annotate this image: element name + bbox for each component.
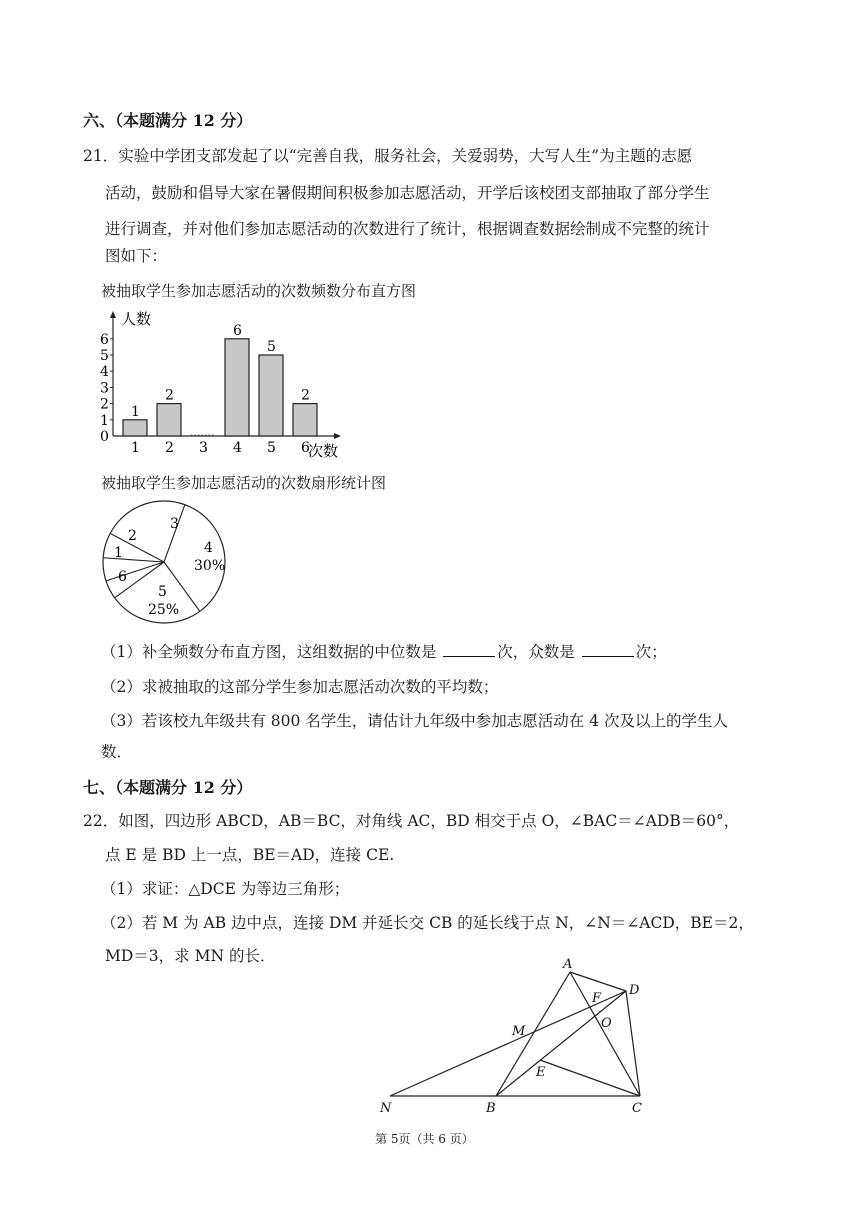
mode-answer-blank[interactable]: [582, 644, 634, 657]
histogram-bar: [123, 420, 147, 436]
q21-sub3-cont: 数．: [101, 743, 133, 761]
pie-slice-divider: [164, 505, 185, 562]
q21-line-1: 21．实验中学团支部发起了以“完善自我，服务社会，关爱弱势，大写人生”为主题的志愿: [83, 147, 693, 165]
y-tick-label: 3: [100, 380, 109, 397]
point-label-o: O: [601, 1016, 612, 1031]
pie-slice-label: 3: [170, 516, 179, 532]
y-axis-arrow: [110, 311, 116, 318]
geometry-figure: [370, 952, 670, 1122]
q22-line-2: 点 E 是 BD 上一点，BE＝AD，连接 CE.: [105, 846, 395, 864]
q21-sub1-text-a: （1）补全频数分布直方图，这组数据的中位数是: [101, 643, 442, 661]
q21-line-2: 活动，鼓励和倡导大家在暑假期间积极参加志愿活动，开学后该校团支部抽取了部分学生: [105, 184, 710, 202]
x-tick-label: 3: [199, 440, 208, 456]
q21-sub1: [101, 640, 667, 662]
pie-slice-percent: 30%: [194, 558, 226, 574]
x-tick-label: 6: [301, 440, 310, 456]
q21-line-3: 进行调查，并对他们参加志愿活动的次数进行了统计，根据调查数据绘制成不完整的统计: [105, 220, 710, 238]
histogram-bar: [293, 404, 317, 436]
pie-slice-divider: [103, 558, 164, 562]
pie-title: 被抽取学生参加志愿活动的次数扇形统计图: [101, 474, 387, 492]
bar-data-label: 1: [131, 403, 140, 420]
segment-bd: [496, 991, 626, 1096]
pie-slice-label: 5: [158, 584, 167, 600]
page-footer: 第 5页（共 6 页）: [375, 1132, 474, 1146]
pie-slice-label: 6: [118, 569, 127, 585]
histogram-chart: [88, 308, 378, 464]
bar-data-label: 6: [233, 322, 242, 339]
q22-line-1: 22．如图，四边形 ABCD，AB＝BC，对角线 AC，BD 相交于点 O，∠BAC＝∠ADB＝60°，: [83, 812, 740, 830]
x-tick-label: 2: [165, 440, 174, 456]
y-tick-label: 2: [100, 396, 109, 413]
x-axis-arrow: [334, 433, 341, 439]
x-tick-label: 5: [267, 440, 276, 456]
section-7-title: 七、（本题满分 12 分）: [83, 778, 253, 797]
point-label-b: B: [486, 1101, 496, 1116]
x-tick-label: 4: [233, 440, 242, 456]
q21-sub1-text-b: 次，众数是: [497, 643, 580, 661]
q21-sub3: （3）若该校九年级共有 800 名学生，请估计九年级中参加志愿活动在 4 次及以上的学生人: [101, 712, 729, 730]
bar-data-label: 5: [267, 339, 276, 355]
pie-slice-percent: 25%: [148, 602, 180, 618]
y-tick-label: 5: [100, 348, 109, 364]
y-tick-label: 4: [100, 364, 109, 381]
segment-ad: [570, 972, 626, 991]
q22-sub2-cont: MD＝3，求 MN 的长．: [105, 947, 276, 965]
x-axis-label: 次数: [308, 442, 339, 460]
pie-chart: [98, 498, 242, 628]
histogram-title: 被抽取学生参加志愿活动的次数频数分布直方图: [101, 282, 417, 300]
point-label-m: M: [512, 1024, 526, 1039]
y-tick-label: 6: [100, 331, 109, 348]
point-label-e: E: [536, 1065, 546, 1080]
pie-slice-label: 2: [128, 528, 137, 544]
histogram-bar: [225, 339, 249, 436]
segment-ec: [540, 1060, 640, 1096]
y-axis-label: 人数: [121, 310, 152, 328]
q21-line-4: 图如下：: [105, 247, 168, 265]
segment-nd: [390, 991, 626, 1096]
section-6-title: 六、（本题满分 12 分）: [83, 111, 253, 130]
q21-sub2: （2）求被抽取的这部分学生参加志愿活动次数的平均数；: [101, 678, 499, 696]
x-tick-label: 1: [131, 440, 140, 456]
q21-sub1-text-c: 次；: [635, 643, 667, 661]
point-label-d: D: [629, 983, 640, 998]
histogram-bar: [157, 404, 181, 436]
bar-data-label: 2: [165, 387, 174, 404]
segment-dc: [626, 991, 640, 1096]
y-tick-label: 0: [100, 429, 109, 445]
q22-sub1: （1）求证：△DCE 为等边三角形；: [101, 880, 350, 898]
point-label-n: N: [380, 1101, 392, 1116]
q22-sub2: （2）若 M 为 AB 边中点，连接 DM 并延长交 CB 的延长线于点 N，∠N＝∠ACD，BE＝2，: [101, 914, 754, 932]
point-label-c: C: [632, 1101, 642, 1116]
segment-ab: [496, 972, 570, 1096]
point-label-a: A: [563, 957, 573, 972]
point-label-f: F: [592, 991, 602, 1006]
bar-data-label: 2: [301, 387, 310, 404]
histogram-bar: [259, 355, 283, 436]
pie-slice-divider: [106, 562, 164, 581]
y-tick-label: 1: [100, 412, 109, 429]
pie-slice-label: 1: [114, 545, 123, 561]
median-answer-blank[interactable]: [443, 644, 495, 657]
pie-slice-label: 4: [204, 540, 213, 556]
